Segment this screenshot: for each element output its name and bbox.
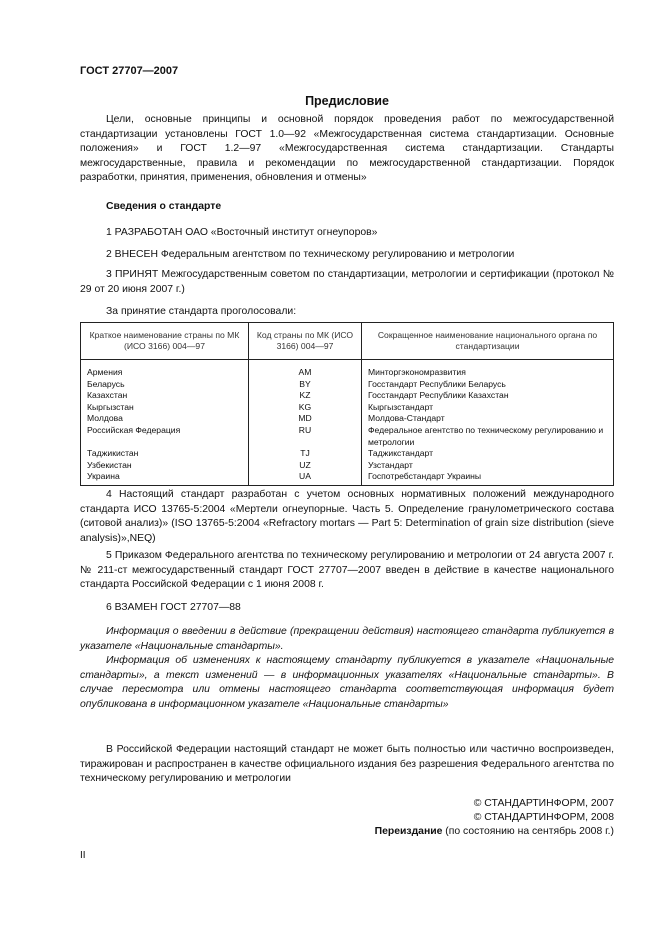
- table-row: [81, 413, 614, 425]
- voted-label: За принятие стандарта проголосовали:: [106, 306, 297, 317]
- code-cell: UZ: [249, 460, 362, 472]
- item-1-text: ОАО «Восточный институт огнеупоров»: [182, 227, 378, 238]
- item-5: 5 Приказом Федерального агентства по техническому регулированию и метрологии от 24 августа 2007 г. № 211-ст межгосударственный стандарт ГОСТ 27707—2007 введен в действие в качестве национального стандарта Российской Федерации с 1 июня 2008 г.: [80, 550, 614, 591]
- column-header-code: Код страны по МК (ИСО 3166) 004—97: [249, 323, 362, 360]
- table-row: [81, 390, 614, 402]
- page-number: II: [80, 850, 86, 861]
- code-cell: RU: [249, 425, 362, 448]
- body-cell: Минторгэкономразвития: [362, 360, 614, 379]
- table-header-row: [81, 323, 614, 360]
- rights-paragraph: В Российской Федерации настоящий стандарт не может быть полностью или частично воспроизведен, тиражирован и распространен в качестве официального издания без разрешения Федерального агентства по техническому регулированию и метрологии: [80, 744, 614, 785]
- item-4: 4 Настоящий стандарт разработан с учетом основных нормативных положений международного стандарта ИСО 13765-5:2004 «Мертели огнеупорные. Часть 5. Определение гранулометрического состава (ситовой анализ)» (ISO 13765-5:2004 «Refractory mortars — Part 5: Determination of grain size distribution (sieve analysis)»,NEQ): [80, 489, 614, 544]
- item-2-lead: 2 ВНЕСЕН: [106, 249, 158, 260]
- item-1: [80, 226, 614, 241]
- copyright-2007: © СТАНДАРТИНФОРМ, 2007: [473, 798, 614, 809]
- country-cell: Беларусь: [81, 379, 249, 391]
- code-cell: AM: [249, 360, 362, 379]
- item-2-text: Федеральным агентством по техническому регулированию и метрологии: [157, 249, 515, 260]
- column-header-country: Краткое наименование страны по МК (ИСО 3166) 004—97: [81, 323, 249, 360]
- country-cell: Узбекистан: [81, 460, 249, 472]
- table-row: [81, 360, 614, 379]
- notice-2: Информация об изменениях к настоящему стандарту публикуется в указателе «Национальные стандарты», а текст изменений — в информационных указателях «Национальные стандарты». В случае пересмотра или отмены настоящего стандарта соответствующая информация будет опубликована в информационном указателе «Национальные стандарты»: [80, 655, 614, 710]
- country-cell: Российская Федерация: [81, 425, 249, 448]
- copyright-2008: © СТАНДАРТИНФОРМ, 2008: [473, 812, 614, 823]
- reissue-lead: Переиздание: [374, 826, 443, 837]
- reissue-note: [375, 825, 614, 839]
- code-cell: KG: [249, 402, 362, 414]
- code-cell: BY: [249, 379, 362, 391]
- item-2: [80, 248, 614, 263]
- country-cell: Казахстан: [81, 390, 249, 402]
- code-cell: TJ: [249, 448, 362, 460]
- code-cell: MD: [249, 413, 362, 425]
- notice-1: Информация о введении в действие (прекращении действия) настоящего стандарта публикуется в указателе «Национальные стандарты».: [80, 626, 614, 652]
- table-row: [81, 379, 614, 391]
- document-header: ГОСТ 27707—2007: [80, 65, 179, 77]
- country-cell: Украина: [81, 471, 249, 485]
- item-1-lead: 1 РАЗРАБОТАН: [106, 227, 183, 238]
- table-row: [81, 448, 614, 460]
- country-cell: Молдова: [81, 413, 249, 425]
- intro-paragraph: Цели, основные принципы и основной порядок проведения работ по межгосударственной стандартизации установлены ГОСТ 1.0—92 «Межгосударственная система стандартизации. Основные положения» и ГОСТ 1.2—97 «Межгосударственная система стандартизации. Стандарты межгосударственные, правила и рекомендации по межгосударственной стандартизации. Порядок разработки, принятия, применения, обновления и отмены»: [80, 114, 614, 184]
- body-cell: Молдова-Стандарт: [362, 413, 614, 425]
- table-row: [81, 425, 614, 448]
- country-cell: Армения: [81, 360, 249, 379]
- table-row: [81, 402, 614, 414]
- country-cell: Таджикистан: [81, 448, 249, 460]
- code-cell: UA: [249, 471, 362, 485]
- info-heading: Сведения о стандарте: [106, 201, 222, 212]
- item-3: [80, 268, 614, 297]
- column-header-body: Сокращенное наименование национального органа по стандартизации: [362, 323, 614, 360]
- country-cell: Кыргызстан: [81, 402, 249, 414]
- table-row: [81, 460, 614, 472]
- voting-table: [80, 322, 614, 486]
- body-cell: Федеральное агентство по техническому регулированию и метрологии: [362, 425, 614, 448]
- item-3-lead: 3 ПРИНЯТ: [106, 269, 159, 280]
- body-cell: Кыргызстандарт: [362, 402, 614, 414]
- item-6: 6 ВЗАМЕН ГОСТ 27707—88: [106, 602, 241, 613]
- body-cell: Госстандарт Республики Казахстан: [362, 390, 614, 402]
- table-row: [81, 471, 614, 485]
- reissue-text: (по состоянию на сентябрь 2008 г.): [442, 826, 614, 837]
- item-3-text: Межгосударственным советом по стандартизации, метрологии и сертификации (протокол № 29 от 20 июня 2007 г.): [80, 269, 615, 295]
- body-cell: Таджикстандарт: [362, 448, 614, 460]
- body-cell: Узстандарт: [362, 460, 614, 472]
- page-title: Предисловие: [305, 94, 389, 108]
- body-cell: Госпотребстандарт Украины: [362, 471, 614, 485]
- code-cell: KZ: [249, 390, 362, 402]
- body-cell: Госстандарт Республики Беларусь: [362, 379, 614, 391]
